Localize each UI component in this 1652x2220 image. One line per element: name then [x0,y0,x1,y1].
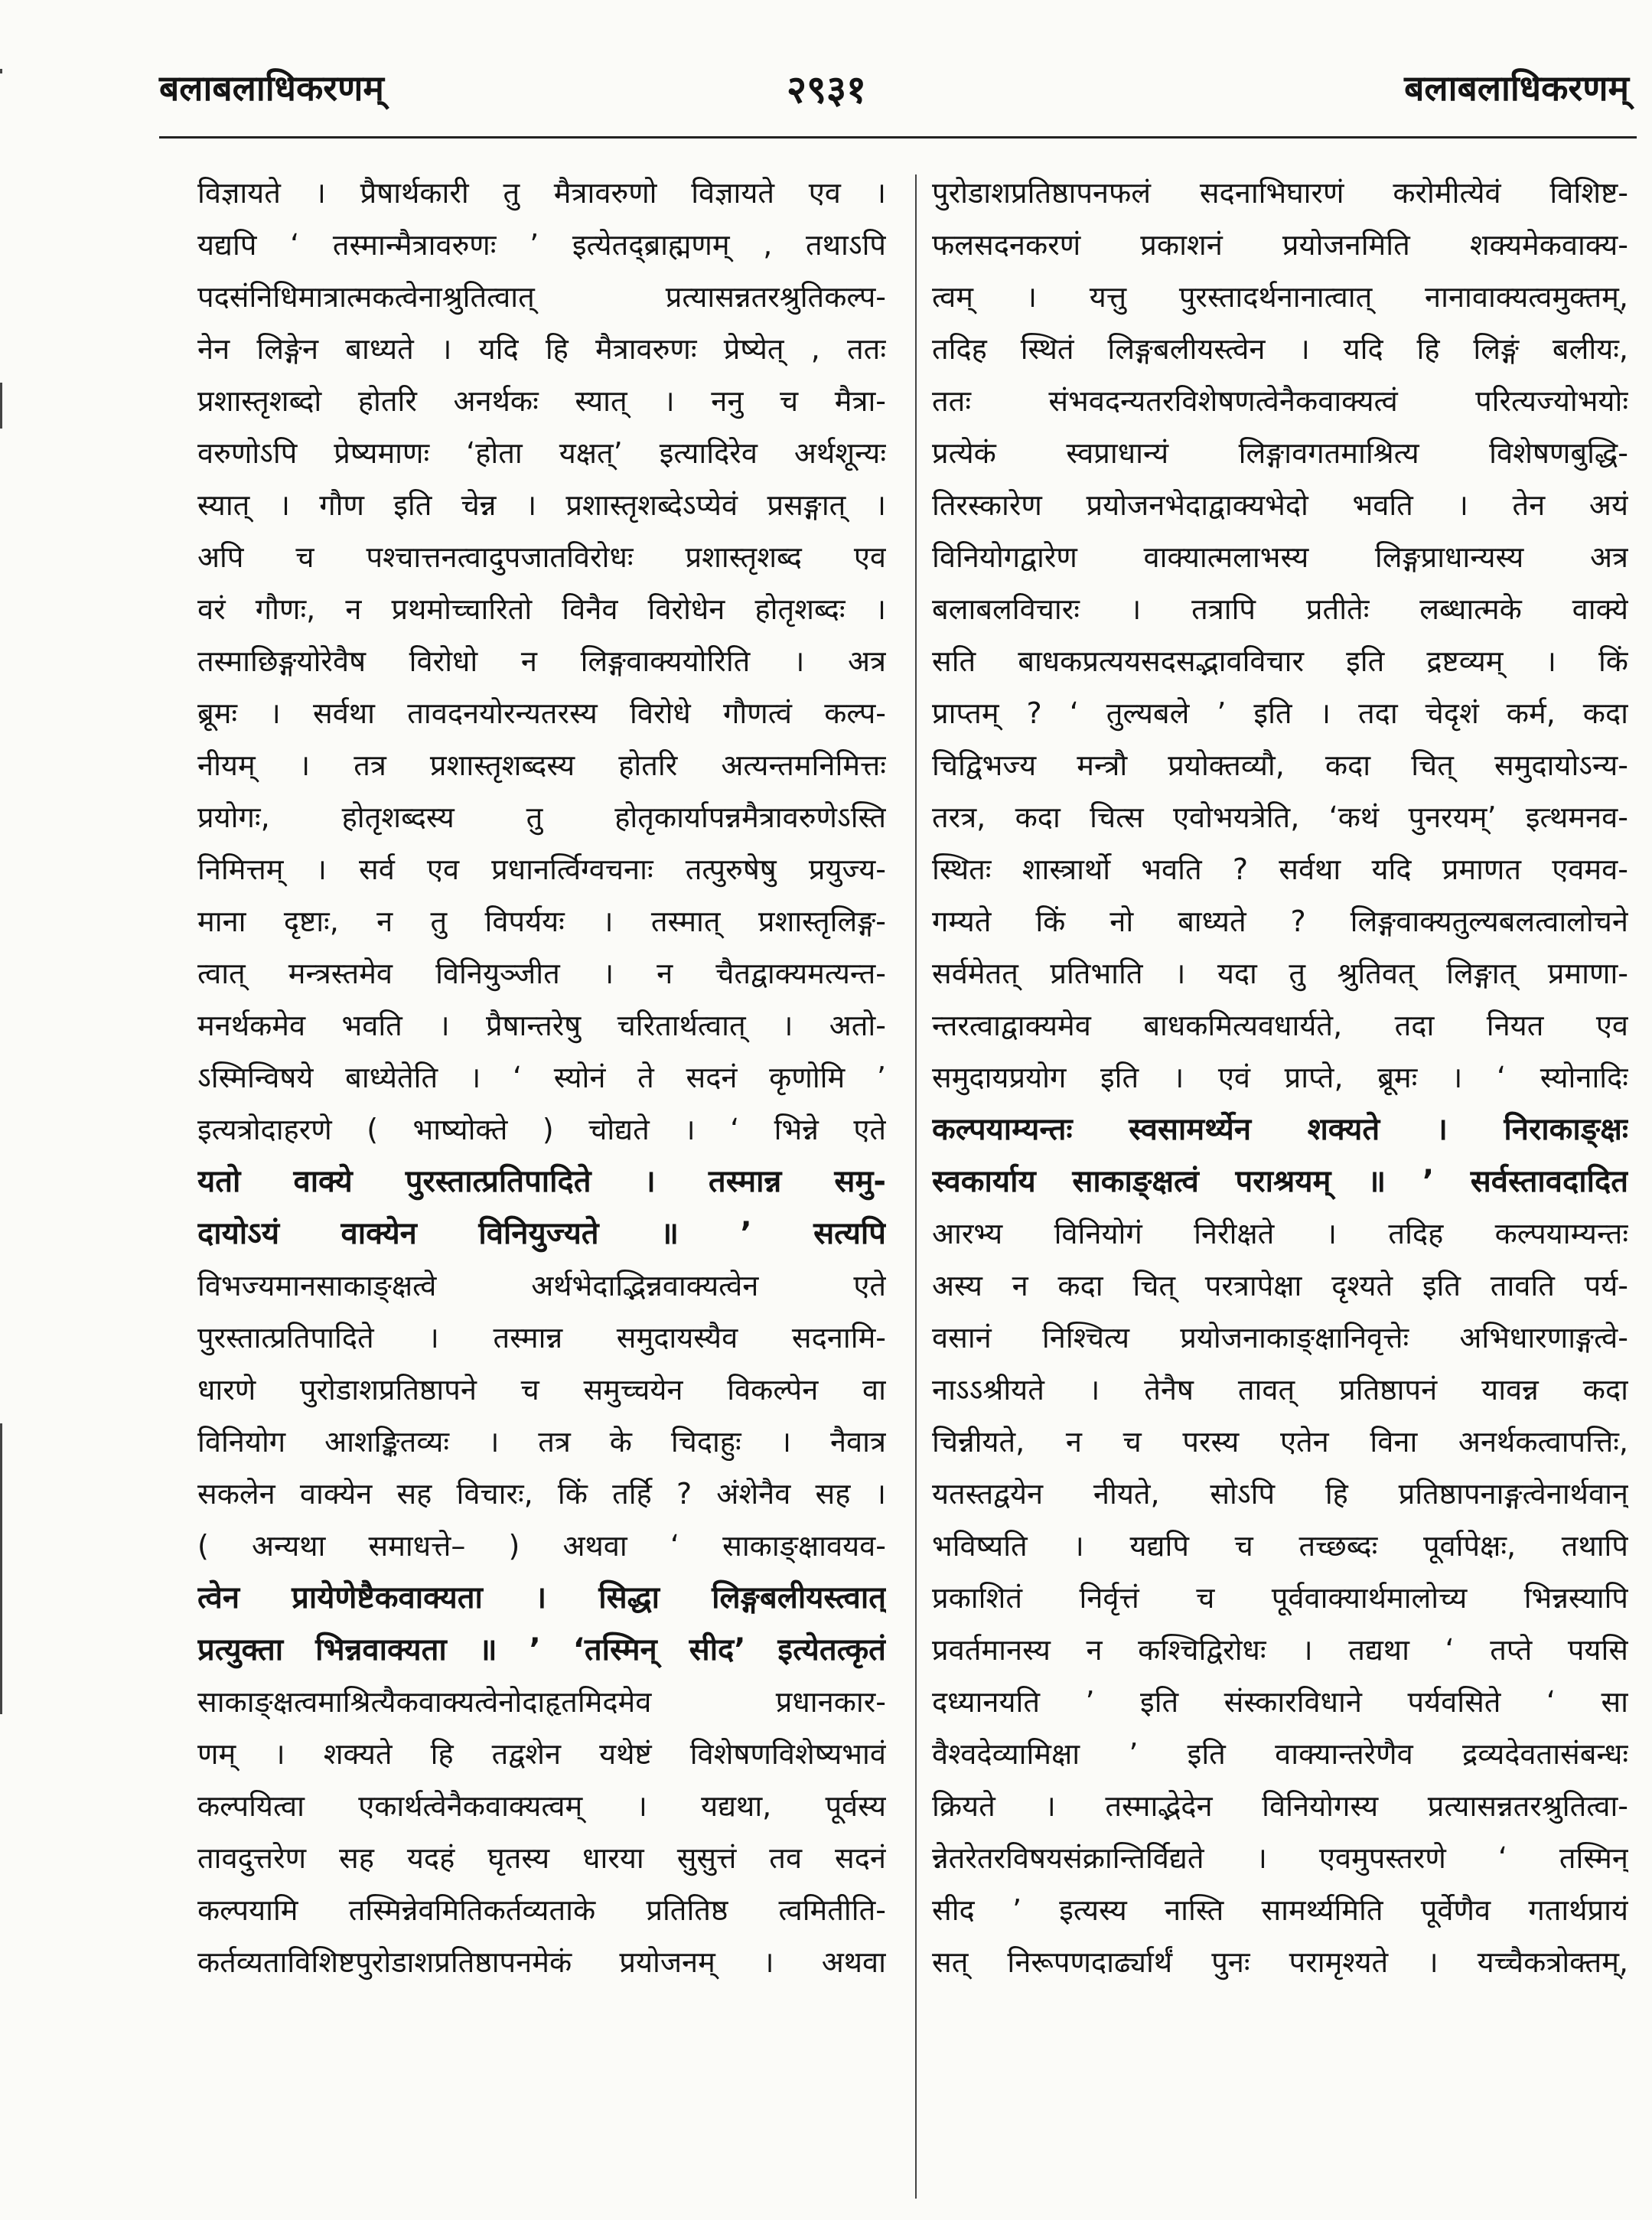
text-line: प्रवर्तमानस्य न कश्चिद्विरोधः । तद्यथा ‘ तप्ते पयसि [932,1633,1628,1667]
text-line: बलाबलविचारः । तत्रापि प्रतीतेः लब्धात्मके वाक्ये [932,592,1628,626]
text-line: अस्य न कदा चित् परत्रापेक्षा दृश्यते इति तावति पर्य- [932,1269,1628,1302]
text-line: वरुणोऽपि प्रेष्यमाणः ‘होता यक्षत्’ इत्यादिरेव अर्थशून्यः [197,436,886,470]
text-line: यतो वाक्ये पुरस्तात्प्रतिपादिते । तस्मान्न समु- [197,1164,886,1199]
text-line: तिरस्कारेण प्रयोजनभेदाद्वाक्यभेदो भवति । तेन अयं [932,488,1628,522]
text-line: अपि च पश्चात्तनत्वादुपजातविरोधः प्रशास्तृशब्द एव [197,540,886,574]
text-line: प्रयोगः, होतृशब्दस्य तु होतृकार्यापन्नमैत्रावरुणेऽस्ति [197,800,886,834]
text-line: नेन लिङ्गेन बाध्यते । यदि हि मैत्रावरुणः प्रेष्येत् , ततः [197,332,886,366]
text-line: निमित्तम् । सर्व एव प्रधानर्त्विग्वचनाः तत्पुरुषेषु प्रयुज्य- [197,852,886,886]
text-line: मनर्थकमेव भवति । प्रैषान्तरेषु चरितार्थत्वात् । अतो- [197,1009,886,1042]
text-line: दध्यानयति ’ इति संस्कारविधाने पर्यवसिते ‘ सा [932,1685,1628,1719]
text-line: विभज्यमानसाकाङ्क्षत्वे अर्थभेदाद्भिन्नवाक्यत्वेन एते [197,1269,886,1302]
text-line: तावदुत्तरेण सह यदहं घृतस्य धारया सुसुत्तं तव सदनं [197,1841,886,1875]
text-line: यतस्तद्वयेन नीयते, सोऽपि हि प्रतिष्ठापनाङ्गत्वेनार्थवान् [932,1477,1628,1511]
text-line: यद्यपि ‘ तस्मान्मैत्रावरुणः ’ इत्येतद्ब्राह्मणम् , तथाऽपि [197,228,886,262]
text-line: प्रत्येकं स्वप्राधान्यं लिङ्गावगतमाश्रित्य विशेषणबुद्धि- [932,436,1628,470]
text-line: तरत्र, कदा चित्स एवोभयत्रेति, ‘कथं पुनरयम्’ इत्थमनव- [932,800,1628,834]
text-line: प्रकाशितं निर्वृत्तं च पूर्ववाक्यार्थमालोच्य भिन्नस्यापि [932,1581,1628,1615]
text-line: त्वात् मन्त्रस्तमेव विनियुञ्जीत । न चैतद्वाक्यमत्यन्त- [197,957,886,990]
column-divider [915,174,917,2199]
scan-edge-mark [0,69,2,73]
text-line: णम् । शक्यते हि तद्वशेन यथेष्टं विशेषणविशेष्यभावं [197,1737,886,1771]
text-line: ( अन्यथा समाधत्ते– ) अथवा ‘ साकाङ्क्षावयव- [197,1529,886,1563]
text-line: क्रियते । तस्माद्भेदेन विनियोगस्य प्रत्यासन्नतरश्रुतित्वा- [932,1789,1628,1823]
text-line: न्नेतरेतरविषयसंक्रान्तिर्विद्यते । एवमुपस्तरणे ‘ तस्मिन् [932,1841,1628,1875]
text-line: दायोऽयं वाक्येन विनियुज्यते ॥ ’ सत्यपि [197,1216,886,1251]
scan-edge-mark [0,1423,2,1714]
text-line: स्वकार्याय साकाङ्क्षत्वं पराश्रयम् ॥ ’ सर्वस्तावदादित [932,1164,1628,1199]
header-rule [159,136,1637,139]
text-line: पुरोडाशप्रतिष्ठापनफलं सदनाभिघारणं करोमीत्येवं विशिष्ट- [932,176,1628,210]
text-line: वसानं निश्चित्य प्रयोजनाकाङ्क्षानिवृत्तेः अभिधारणाङ्गत्वे- [932,1321,1628,1354]
text-line: विनियोगद्वारेण वाक्यात्मलाभस्य लिङ्गप्राधान्यस्य अत्र [932,540,1628,574]
text-line: वैश्वदेव्यामिक्षा ’ इति वाक्यान्तरेणैव द्रव्यदेवतासंबन्धः [932,1737,1628,1771]
text-line: कल्पयाम्यन्तः स्वसामर्थ्येन शक्यते । निराकाङ्क्षः [932,1112,1628,1147]
text-line: सीद ’ इत्यस्य नास्ति सामर्थ्यमिति पूर्वेणैव गतार्थप्रायं [932,1893,1628,1927]
right-column [932,167,1628,1988]
text-line: नाऽऽश्रीयते । तेनैष तावत् प्रतिष्ठापनं यावन्न कदा [932,1373,1628,1407]
text-line: चिन्नीयते, न च परस्य एतेन विना अनर्थकत्वापत्तिः, [932,1425,1628,1459]
text-line: त्वम् । यत्तु पुरस्तादर्थनानात्वात् नानावाक्यत्वमुक्तम्, [932,280,1628,314]
running-head-right: बलाबलाधिकरणम् [1404,67,1629,109]
text-line: सत् निरूपणदार्ढ्यार्थं पुनः परामृश्यते । यच्चैकत्रोक्तम्, [932,1945,1628,1979]
text-line: ब्रूमः । सर्वथा तावदनयोरन्यतरस्य विरोधे गौणत्वं कल्प- [197,696,886,730]
text-line: ततः संभवदन्यतरविशेषणत्वेनैकवाक्यत्वं परित्यज्योभयोः [932,384,1628,418]
running-head-left: बलाबलाधिकरणम् [159,67,384,109]
text-line: आरभ्य विनियोगं निरीक्षते । तदिह कल्पयाम्यन्तः [932,1217,1628,1250]
left-column [197,167,886,1988]
text-line: माना दृष्टाः, न तु विपर्ययः । तस्मात् प्रशास्तृलिङ्ग- [197,905,886,938]
text-line: सकलेन वाक्येन सह विचारः, किं तर्हि ? अंशेनैव सह । [197,1477,886,1511]
text-line: कल्पयित्वा एकार्थत्वेनैकवाक्यत्वम् । यद्यथा, पूर्वस्य [197,1789,886,1823]
text-line: वरं गौणः, न प्रथमोच्चारितो विनैव विरोधेन होतृशब्दः । [197,592,886,626]
text-line: प्रत्युक्ता भिन्नवाक्यता ॥ ’ ‘तस्मिन् सीद’ इत्येतत्कृतं [197,1632,886,1667]
text-line: कर्तव्यताविशिष्टपुरोडाशप्रतिष्ठापनमेकं प्रयोजनम् । अथवा [197,1945,886,1979]
text-line: तदिह स्थितं लिङ्गबलीयस्त्वेन । यदि हि लिङ्गं बलीयः, [932,332,1628,366]
text-line: पदसंनिधिमात्रात्मकत्वेनाश्रुतित्वात् प्रत्यासन्नतरश्रुतिकल्प- [197,280,886,314]
text-line: त्वेन प्रायेणेष्टैकवाक्यता । सिद्धा लिङ्गबलीयस्त्वात् [197,1580,886,1615]
scan-edge-mark [0,383,2,429]
text-line: पुरस्तात्प्रतिपादिते । तस्मान्न समुदायस्यैव सदनामि- [197,1321,886,1354]
text-line: भविष्यति । यद्यपि च तच्छब्दः पूर्वापेक्षः, तथापि [932,1529,1628,1563]
text-line: तस्माछिङ्गयोरेवैष विरोधो न लिङ्गवाक्ययोरिति । अत्र [197,644,886,678]
text-line: साकाङ्क्षत्वमाश्रित्यैकवाक्यत्वेनोदाहृतमिदमेव प्रधानकार- [197,1685,886,1719]
text-line: गम्यते किं नो बाध्यते ? लिङ्गवाक्यतुल्यबलत्वालोचने [932,905,1628,938]
text-line: धारणे पुरोडाशप्रतिष्ठापने च समुच्चयेन विकल्पेन वा [197,1373,886,1407]
text-line: प्रशास्तृशब्दो होतरि अनर्थकः स्यात् । ननु च मैत्रा- [197,384,886,418]
text-line: विज्ञायते । प्रैषार्थकारी तु मैत्रावरुणो विज्ञायते एव । [197,176,886,210]
text-line: स्थितः शास्त्रार्थो भवति ? सर्वथा यदि प्रमाणत एवमव- [932,852,1628,886]
text-line: नीयम् । तत्र प्रशास्तृशब्दस्य होतरि अत्यन्तमनिमित्तः [197,748,886,782]
text-line: न्तरत्वाद्वाक्यमेव बाधकमित्यवधार्यते, तदा नियत एव [932,1009,1628,1042]
text-line: प्राप्तम् ? ‘ तुल्यबले ’ इति । तदा चेदृशं कर्म, कदा [932,696,1628,730]
text-line: चिद्विभज्य मन्त्रौ प्रयोक्तव्यौ, कदा चित् समुदायोऽन्य- [932,748,1628,782]
text-line: स्यात् । गौण इति चेन्न । प्रशास्तृशब्देऽप्येवं प्रसङ्गात् । [197,488,886,522]
page-number: २९३१ [787,67,866,112]
text-line: कल्पयामि तस्मिन्नेवमितिकर्तव्यताके प्रतितिष्ठ त्वमितीति- [197,1893,886,1927]
text-line: समुदायप्रयोग इति । एवं प्राप्ते, ब्रूमः । ‘ स्योनादिः [932,1061,1628,1094]
text-line: सति बाधकप्रत्ययसदसद्भावविचार इति द्रष्टव्यम् । किं [932,644,1628,678]
text-line: इत्यत्रोदाहरणे ( भाष्योक्ते ) चोद्यते । ‘ भिन्ने एते [197,1113,886,1146]
text-line: फलसदनकरणं प्रकाशनं प्रयोजनमिति शक्यमेकवाक्य- [932,228,1628,262]
text-line: सर्वमेतत् प्रतिभाति । यदा तु श्रुतिवत् लिङ्गात् प्रमाणा- [932,957,1628,990]
text-line: ऽस्मिन्विषये बाध्येतेति । ‘ स्योनं ते सदनं कृणोमि ’ [197,1061,886,1094]
text-line: विनियोग आशङ्कितव्यः । तत्र के चिदाहुः । नैवात्र [197,1425,886,1459]
